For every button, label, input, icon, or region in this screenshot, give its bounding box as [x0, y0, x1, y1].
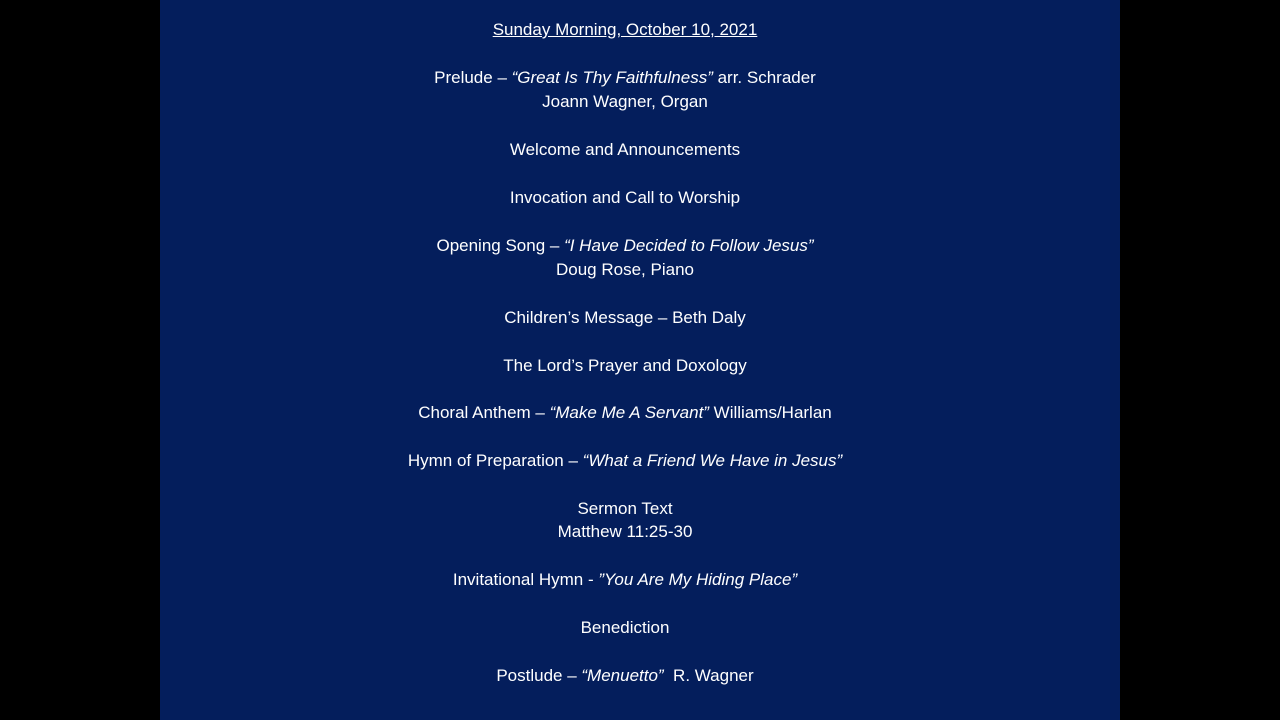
postlude-line: [160, 664, 1090, 688]
invitational-prefix: Invitational Hymn -: [452, 570, 599, 589]
slide-title: Sunday Morning, October 10, 2021: [492, 20, 758, 39]
opening-prefix: Opening Song –: [436, 236, 565, 255]
prelude-line: [160, 66, 1090, 90]
opening-performer: Doug Rose, Piano: [556, 260, 694, 279]
sermon-text-label: Sermon Text: [577, 499, 673, 518]
postlude-prefix: Postlude –: [496, 666, 582, 685]
order-of-worship-slide: [160, 0, 1120, 720]
postlude-composer: R. Wagner: [663, 666, 754, 685]
prelude-song: “Great Is Thy Faithfulness”: [511, 68, 713, 87]
invocation-line: Invocation and Call to Worship: [509, 188, 741, 207]
childrens-message-line: Children’s Message – Beth Daly: [504, 308, 746, 327]
sermon-reference: Matthew 11:25-30: [557, 522, 693, 541]
benediction-line: Benediction: [580, 618, 670, 637]
preparation-prefix: Hymn of Preparation –: [407, 451, 583, 470]
anthem-song: “Make Me A Servant”: [549, 403, 709, 422]
choral-anthem-line: [160, 401, 1090, 425]
anthem-composer: Williams/Harlan: [708, 403, 832, 422]
prelude-prefix: Prelude –: [434, 68, 512, 87]
postlude-song: “Menuetto”: [581, 666, 664, 685]
preparation-song: “What a Friend We Have in Jesus”: [582, 451, 843, 470]
welcome-line: Welcome and Announcements: [509, 140, 741, 159]
prayer-line: The Lord’s Prayer and Doxology: [503, 356, 747, 375]
invitational-song: ”You Are My Hiding Place”: [598, 570, 798, 589]
opening-song-line: [160, 234, 1090, 258]
anthem-prefix: Choral Anthem –: [418, 403, 550, 422]
prelude-arranger: arr. Schrader: [712, 68, 816, 87]
prelude-performer: Joann Wagner, Organ: [542, 92, 708, 111]
opening-song: “I Have Decided to Follow Jesus”: [564, 236, 814, 255]
hymn-of-preparation-line: [160, 449, 1090, 473]
invitational-hymn-line: [160, 568, 1090, 592]
